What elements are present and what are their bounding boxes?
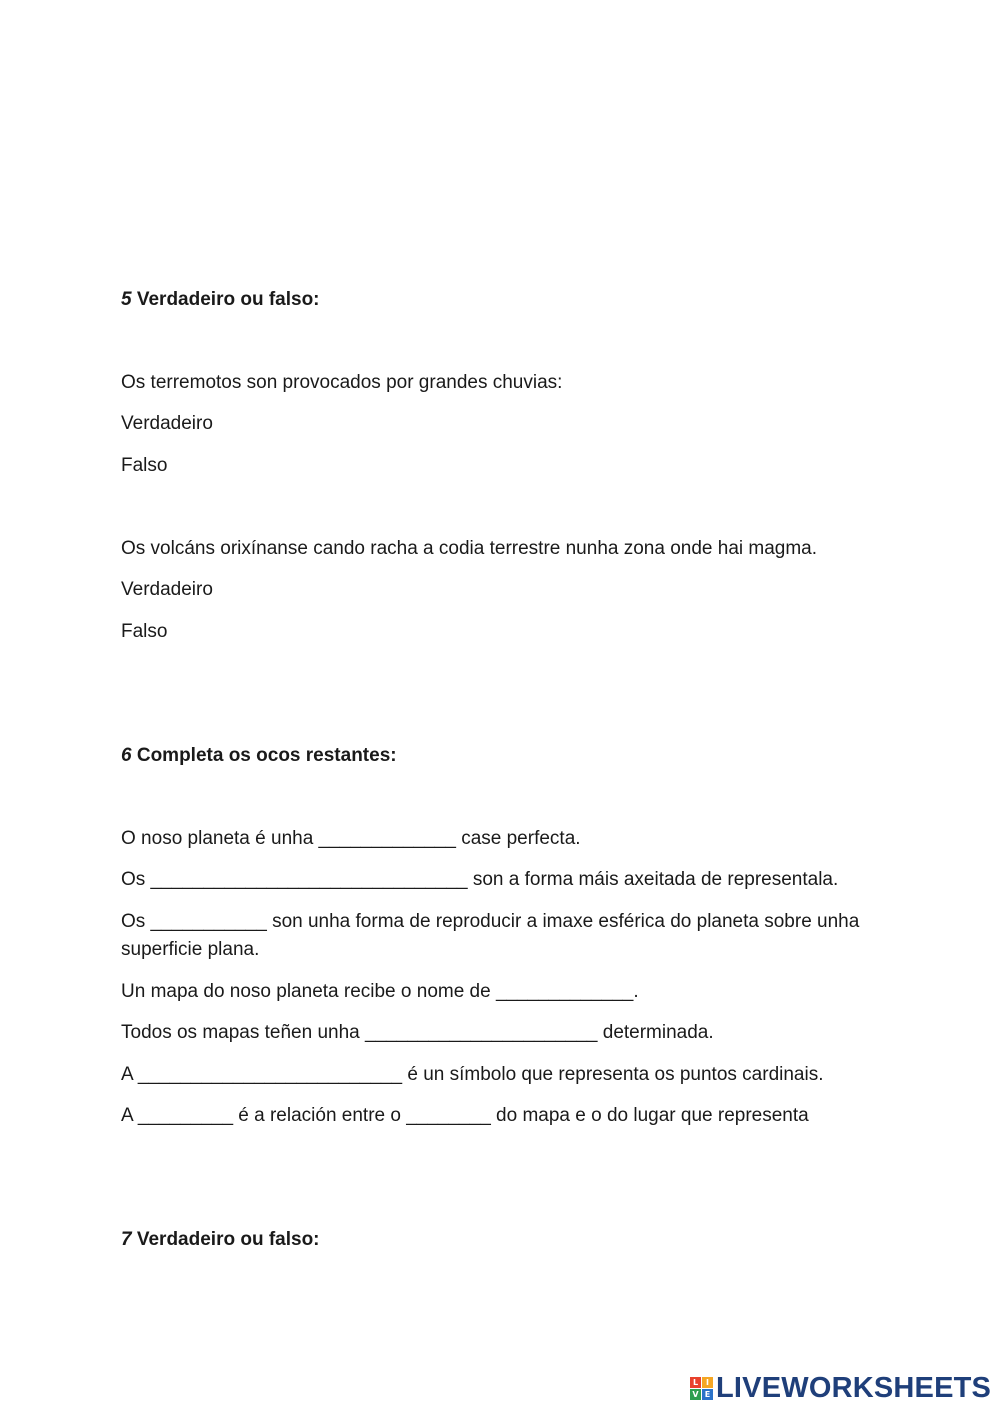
question-2-option-true[interactable]: Verdadeiro xyxy=(121,579,213,600)
fill-blank-line: A _________________________ é un símbolo que representa os puntos cardinais. xyxy=(121,1064,824,1085)
fill-blank-line: Un mapa do noso planeta recibe o nome de _____________. xyxy=(121,981,639,1002)
section-7-number: 7 xyxy=(121,1229,132,1250)
question-1-statement: Os terremotos son provocados por grandes chuvias: xyxy=(121,372,563,393)
section-5-title: Verdadeiro ou falso: xyxy=(131,289,320,310)
logo-mark-cell: L xyxy=(690,1377,701,1388)
section-5-heading xyxy=(121,286,320,314)
section-6-number: 6 xyxy=(121,745,132,766)
fill-blank-line: Os ______________________________ son a forma máis axeitada de representala. xyxy=(121,869,839,890)
fill-blank-line: Os ___________ son unha forma de reproducir a imaxe esférica do planeta sobre unha superficie plana. xyxy=(121,911,860,960)
logo-text: LIVEWORKSHEETS xyxy=(716,1371,992,1404)
logo-mark-cell: V xyxy=(690,1389,701,1400)
section-5-number: 5 xyxy=(121,289,132,310)
question-1-option-false[interactable]: Falso xyxy=(121,455,168,476)
liveworksheets-logo-icon xyxy=(690,1377,713,1400)
fill-blank-line: A _________ é a relación entre o ________ do mapa e o do lugar que representa xyxy=(121,1105,809,1126)
liveworksheets-logo xyxy=(690,1372,991,1404)
section-7-title: Verdadeiro ou falso: xyxy=(131,1229,320,1250)
section-6-title: Completa os ocos restantes: xyxy=(131,745,397,766)
question-1-option-true[interactable]: Verdadeiro xyxy=(121,413,213,434)
section-6-heading xyxy=(121,742,397,770)
logo-mark-cell: I xyxy=(702,1377,713,1388)
logo-mark-cell: E xyxy=(702,1389,713,1400)
fill-blank-line: Todos os mapas teñen unha ______________________ determinada. xyxy=(121,1022,714,1043)
section-7-heading xyxy=(121,1226,320,1254)
fill-blank-line: O noso planeta é unha _____________ case perfecta. xyxy=(121,828,581,849)
question-2-statement: Os volcáns orixínanse cando racha a codia terrestre nunha zona onde hai magma. xyxy=(121,538,818,559)
question-2-option-false[interactable]: Falso xyxy=(121,621,168,642)
